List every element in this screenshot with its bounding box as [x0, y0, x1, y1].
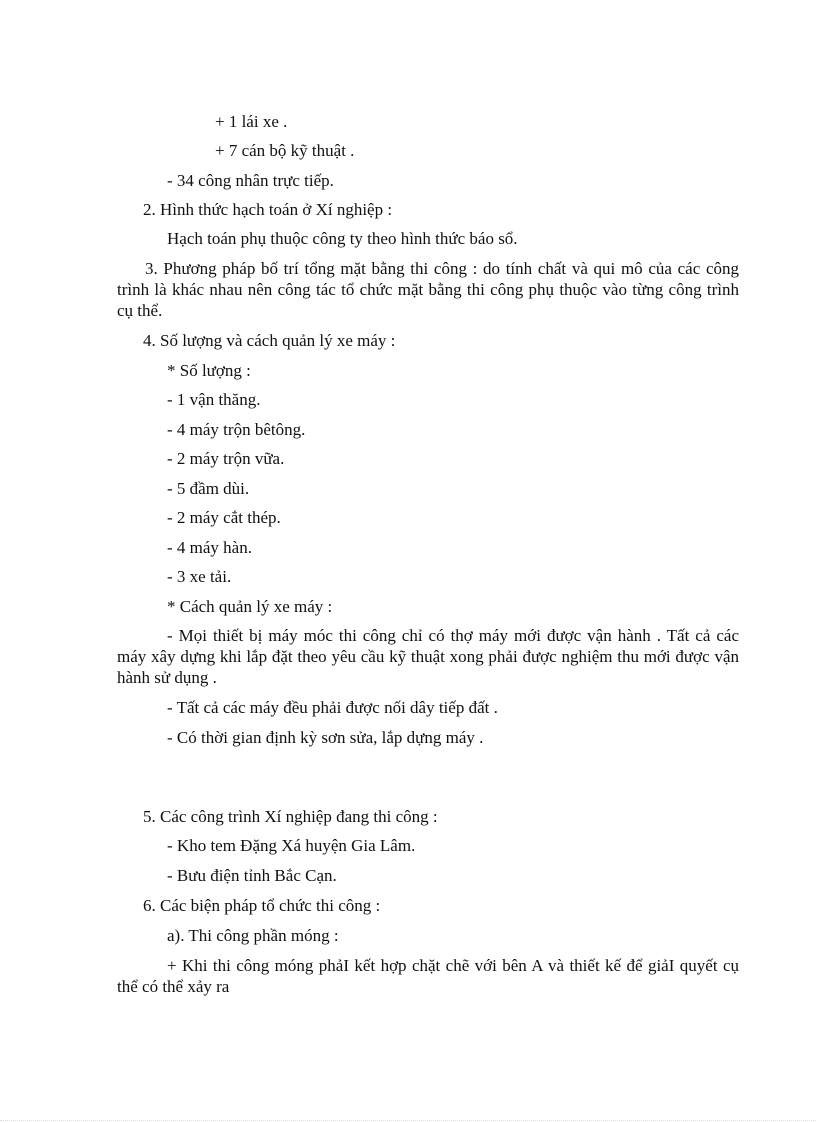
management-item: - Có thời gian định kỳ sơn sửa, lắp dựng máy . — [167, 728, 484, 747]
management-subheading: * Cách quản lý xe máy : — [167, 597, 333, 616]
section-3-paragraph: 3. Phương pháp bố trí tổng mặt bằng thi công : do tính chất và qui mô của các công trình là khác nhau nên công tác tổ chức mặt bằng thi công phụ thuộc vào từng công trình cụ thể. — [117, 259, 739, 320]
project-item: - Bưu điện tỉnh Bắc Cạn. — [167, 866, 337, 885]
staff-driver-line: + 1 lái xe . — [215, 112, 288, 131]
project-item: - Kho tem Đặng Xá huyện Gia Lâm. — [167, 836, 416, 855]
section-6-heading: 6. Các biện pháp tổ chức thi công : — [143, 896, 381, 915]
equipment-item: - 2 máy cắt thép. — [167, 508, 281, 527]
quantity-subheading: * Số lượng : — [167, 361, 251, 380]
section-2-heading: 2. Hình thức hạch toán ở Xí nghiệp : — [143, 200, 393, 219]
workers-line: - 34 công nhân trực tiếp. — [167, 171, 334, 190]
equipment-item: - 1 vận thăng. — [167, 390, 261, 409]
equipment-item: - 5 đầm dùi. — [167, 479, 250, 498]
equipment-item: - 2 máy trộn vữa. — [167, 449, 285, 468]
page-bottom-rule — [0, 1120, 816, 1121]
management-item: - Tất cả các máy đều phải được nối dây tiếp đất . — [167, 698, 498, 717]
accounting-text: Hạch toán phụ thuộc công ty theo hình thức báo sổ. — [167, 229, 518, 248]
management-paragraph: - Mọi thiết bị máy móc thi công chỉ có thợ máy mới được vận hành . Tất cả các máy xây dựng khi lắp đặt theo yêu cầu kỹ thuật xong phải được nghiệm thu mới được vận hành sử dụng . — [117, 626, 739, 687]
foundation-subheading: a). Thi công phần móng : — [167, 926, 339, 945]
equipment-item: - 3 xe tải. — [167, 567, 232, 586]
section-4-heading: 4. Số lượng và cách quản lý xe máy : — [143, 331, 396, 350]
foundation-paragraph: + Khi thi công móng phảI kết hợp chặt chẽ với bên A và thiết kế để giảI quyết cụ thể có thể xảy ra — [117, 956, 739, 996]
staff-technical-line: + 7 cán bộ kỹ thuật . — [215, 141, 355, 160]
equipment-item: - 4 máy trộn bêtông. — [167, 420, 306, 439]
equipment-item: - 4 máy hàn. — [167, 538, 252, 557]
section-5-heading: 5. Các công trình Xí nghiệp đang thi công : — [143, 807, 438, 826]
